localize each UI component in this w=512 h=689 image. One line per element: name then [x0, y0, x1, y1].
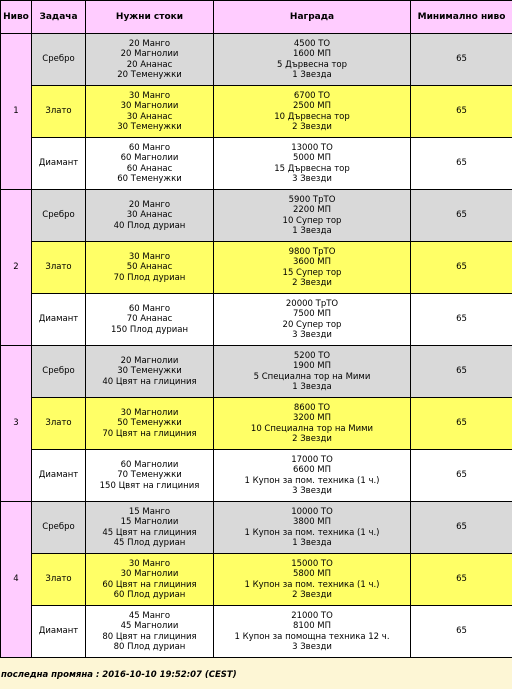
- table-row: [1, 294, 512, 346]
- level-cell: 2: [1, 190, 32, 346]
- goods-line: 20 Манго: [128, 199, 171, 210]
- goods-cell: [86, 86, 214, 138]
- goods-line: 30 Теменужки: [117, 366, 182, 377]
- goods-line: 30 Манго: [128, 90, 171, 101]
- goods-line: 80 Плод дуриан: [113, 642, 186, 652]
- goods-line: 30 Магнолии: [120, 569, 179, 579]
- table-row: [1, 34, 512, 86]
- goods-line: 40 Плод дуриан: [113, 220, 186, 231]
- task-tier-cell: Злато: [32, 554, 86, 606]
- reward-cell: [214, 138, 411, 190]
- goods-line: 60 Ананас: [126, 163, 173, 174]
- reward-line: 1900 МП: [292, 361, 332, 371]
- reward-line: 1 Звезда: [292, 226, 332, 236]
- table-row: [1, 346, 512, 398]
- goods-line: 30 Ананас: [126, 111, 173, 122]
- reward-cell: [214, 34, 411, 86]
- reward-cell: [214, 190, 411, 242]
- task-tier-cell: Диамант: [32, 138, 86, 190]
- goods-line: 45 Манго: [128, 610, 171, 621]
- min-level-cell: 65: [411, 502, 512, 554]
- reward-line: 15 Супер тор: [282, 267, 342, 278]
- reward-line: 10 Супер тор: [282, 215, 342, 226]
- goods-line: 70 Цвят на глициния: [102, 428, 197, 439]
- header-task: Задача: [32, 1, 86, 34]
- goods-line: 30 Магнолии: [120, 101, 179, 111]
- goods-line: 20 Теменужки: [117, 70, 182, 80]
- header-row: [1, 1, 512, 34]
- reward-line: 1 Звезда: [292, 70, 332, 80]
- reward-cell: [214, 502, 411, 554]
- goods-line: 30 Теменужки: [117, 122, 182, 132]
- min-level-cell: 65: [411, 294, 512, 346]
- header-goods: Нужни стоки: [86, 1, 214, 34]
- reward-line: 6700 ТО: [293, 90, 331, 101]
- reward-line: 5200 ТО: [293, 350, 331, 361]
- reward-cell: [214, 554, 411, 606]
- task-tier-cell: Сребро: [32, 190, 86, 242]
- reward-cell: [214, 86, 411, 138]
- goods-line: 70 Теменужки: [117, 470, 182, 481]
- reward-line: 15000 ТО: [291, 558, 333, 569]
- min-level-cell: 65: [411, 450, 512, 502]
- reward-line: 2 Звезди: [292, 590, 332, 600]
- reward-line: 3 Звезди: [292, 642, 332, 652]
- table-row: [1, 554, 512, 606]
- reward-line: 1600 МП: [292, 49, 332, 59]
- reward-line: 3 Звезди: [292, 330, 332, 340]
- reward-line: 21000 ТО: [291, 610, 333, 621]
- goods-cell: [86, 294, 214, 346]
- reward-line: 20000 ТрТО: [285, 298, 339, 309]
- reward-line: 6600 МП: [292, 465, 332, 475]
- level-cell: 1: [1, 34, 32, 190]
- task-tier-cell: Диамант: [32, 294, 86, 346]
- reward-line: 1 Купон за помощна техника 12 ч.: [234, 631, 390, 642]
- reward-line: 5900 ТрТО: [288, 194, 336, 205]
- goods-line: 30 Ананас: [126, 210, 173, 221]
- task-tier-cell: Сребро: [32, 346, 86, 398]
- reward-line: 2200 МП: [292, 205, 332, 215]
- min-level-cell: 65: [411, 554, 512, 606]
- goods-line: 60 Магнолии: [120, 153, 179, 163]
- reward-line: 15 Дървесна тор: [274, 163, 350, 174]
- reward-line: 5800 МП: [292, 569, 332, 579]
- task-tier-cell: Злато: [32, 86, 86, 138]
- goods-line: 150 Плод дуриан: [110, 324, 189, 335]
- goods-line: 30 Манго: [128, 558, 171, 569]
- goods-line: 40 Цвят на глициния: [102, 376, 197, 387]
- goods-line: 20 Ананас: [126, 59, 173, 70]
- reward-line: 10 Дървесна тор: [274, 111, 350, 122]
- reward-line: 7500 МП: [292, 309, 332, 319]
- reward-line: 10000 ТО: [291, 506, 333, 517]
- reward-line: 1 Звезда: [292, 382, 332, 392]
- reward-line: 4500 ТО: [293, 38, 331, 49]
- goods-line: 20 Магнолии: [120, 355, 179, 366]
- goods-line: 60 Манго: [128, 142, 171, 153]
- header-level: Ниво: [1, 1, 32, 34]
- reward-line: 5 Специална тор на Мими: [253, 371, 371, 382]
- reward-line: 3 Звезди: [292, 174, 332, 184]
- level-cell: 4: [1, 502, 32, 658]
- goods-line: 50 Теменужки: [117, 418, 182, 429]
- goods-line: 60 Цвят на глициния: [102, 579, 197, 590]
- header-min-level: Минимално ниво: [411, 1, 512, 34]
- reward-line: 3600 МП: [292, 257, 332, 267]
- min-level-cell: 65: [411, 86, 512, 138]
- reward-line: 1 Купон за пом. техника (1 ч.): [244, 579, 380, 590]
- reward-line: 8600 ТО: [293, 402, 331, 413]
- goods-line: 70 Плод дуриан: [113, 272, 186, 283]
- table-row: [1, 138, 512, 190]
- table-row: [1, 190, 512, 242]
- table-row: [1, 606, 512, 658]
- reward-line: 9800 ТрТО: [288, 246, 336, 257]
- reward-line: 1 Купон за пом. техника (1 ч.): [244, 475, 380, 486]
- reward-cell: [214, 398, 411, 450]
- goods-line: 20 Магнолии: [120, 49, 179, 59]
- goods-cell: [86, 242, 214, 294]
- reward-line: 2500 МП: [292, 101, 332, 111]
- goods-line: 80 Цвят на глициния: [102, 631, 197, 642]
- goods-cell: [86, 346, 214, 398]
- goods-line: 60 Магнолии: [120, 459, 179, 470]
- table-row: [1, 398, 512, 450]
- task-tier-cell: Сребро: [32, 34, 86, 86]
- last-modified: последна промяна : 2016-10-10 19:52:07 (CEST): [1, 670, 237, 680]
- goods-line: 60 Плод дуриан: [113, 590, 186, 600]
- goods-line: 15 Манго: [128, 506, 171, 517]
- task-tier-cell: Диамант: [32, 450, 86, 502]
- reward-line: 2 Звезди: [292, 434, 332, 444]
- reward-line: 2 Звезди: [292, 278, 332, 288]
- min-level-cell: 65: [411, 242, 512, 294]
- goods-cell: [86, 554, 214, 606]
- table-row: [1, 502, 512, 554]
- goods-line: 45 Цвят на глициния: [102, 527, 197, 538]
- goods-cell: [86, 398, 214, 450]
- reward-line: 17000 ТО: [291, 454, 333, 465]
- goods-cell: [86, 606, 214, 658]
- table-row: [1, 242, 512, 294]
- reward-cell: [214, 450, 411, 502]
- task-tier-cell: Злато: [32, 242, 86, 294]
- goods-line: 15 Магнолии: [120, 517, 179, 527]
- level-cell: 3: [1, 346, 32, 502]
- reward-line: 5000 МП: [292, 153, 332, 163]
- goods-cell: [86, 450, 214, 502]
- min-level-cell: 65: [411, 606, 512, 658]
- reward-line: 3800 МП: [292, 517, 332, 527]
- reward-line: 13000 ТО: [291, 142, 333, 153]
- table-row: [1, 450, 512, 502]
- reward-cell: [214, 294, 411, 346]
- min-level-cell: 65: [411, 34, 512, 86]
- reward-cell: [214, 606, 411, 658]
- header-reward: Награда: [214, 1, 411, 34]
- task-tier-cell: Злато: [32, 398, 86, 450]
- min-level-cell: 65: [411, 190, 512, 242]
- reward-line: 2 Звезди: [292, 122, 332, 132]
- reward-line: 1 Купон за пом. техника (1 ч.): [244, 527, 380, 538]
- reward-cell: [214, 242, 411, 294]
- reward-line: 3200 МП: [292, 413, 332, 423]
- goods-cell: [86, 34, 214, 86]
- table-row: [1, 86, 512, 138]
- goods-line: 70 Ананас: [126, 314, 173, 325]
- goods-line: 150 Цвят на глициния: [99, 480, 200, 491]
- reward-line: 1 Звезда: [292, 538, 332, 548]
- reward-line: 3 Звезди: [292, 486, 332, 496]
- table-body: [1, 34, 512, 658]
- min-level-cell: 65: [411, 138, 512, 190]
- reward-line: 10 Специална тор на Мими: [250, 423, 374, 434]
- goods-line: 30 Манго: [128, 251, 171, 262]
- goods-cell: [86, 190, 214, 242]
- reward-line: 8100 МП: [292, 621, 332, 631]
- goods-line: 60 Теменужки: [117, 174, 182, 184]
- goods-cell: [86, 502, 214, 554]
- goods-line: 50 Ананас: [126, 262, 173, 273]
- reward-cell: [214, 346, 411, 398]
- goods-line: 30 Магнолии: [120, 407, 179, 418]
- min-level-cell: 65: [411, 398, 512, 450]
- reward-line: 5 Дървесна тор: [276, 59, 348, 70]
- task-tier-cell: Диамант: [32, 606, 86, 658]
- min-level-cell: 65: [411, 346, 512, 398]
- task-tier-cell: Сребро: [32, 502, 86, 554]
- goods-line: 60 Манго: [128, 303, 171, 314]
- goods-line: 45 Магнолии: [120, 621, 179, 631]
- goods-cell: [86, 138, 214, 190]
- reward-line: 20 Супер тор: [282, 319, 342, 330]
- goods-line: 20 Манго: [128, 38, 171, 49]
- goods-line: 45 Плод дуриан: [113, 538, 186, 548]
